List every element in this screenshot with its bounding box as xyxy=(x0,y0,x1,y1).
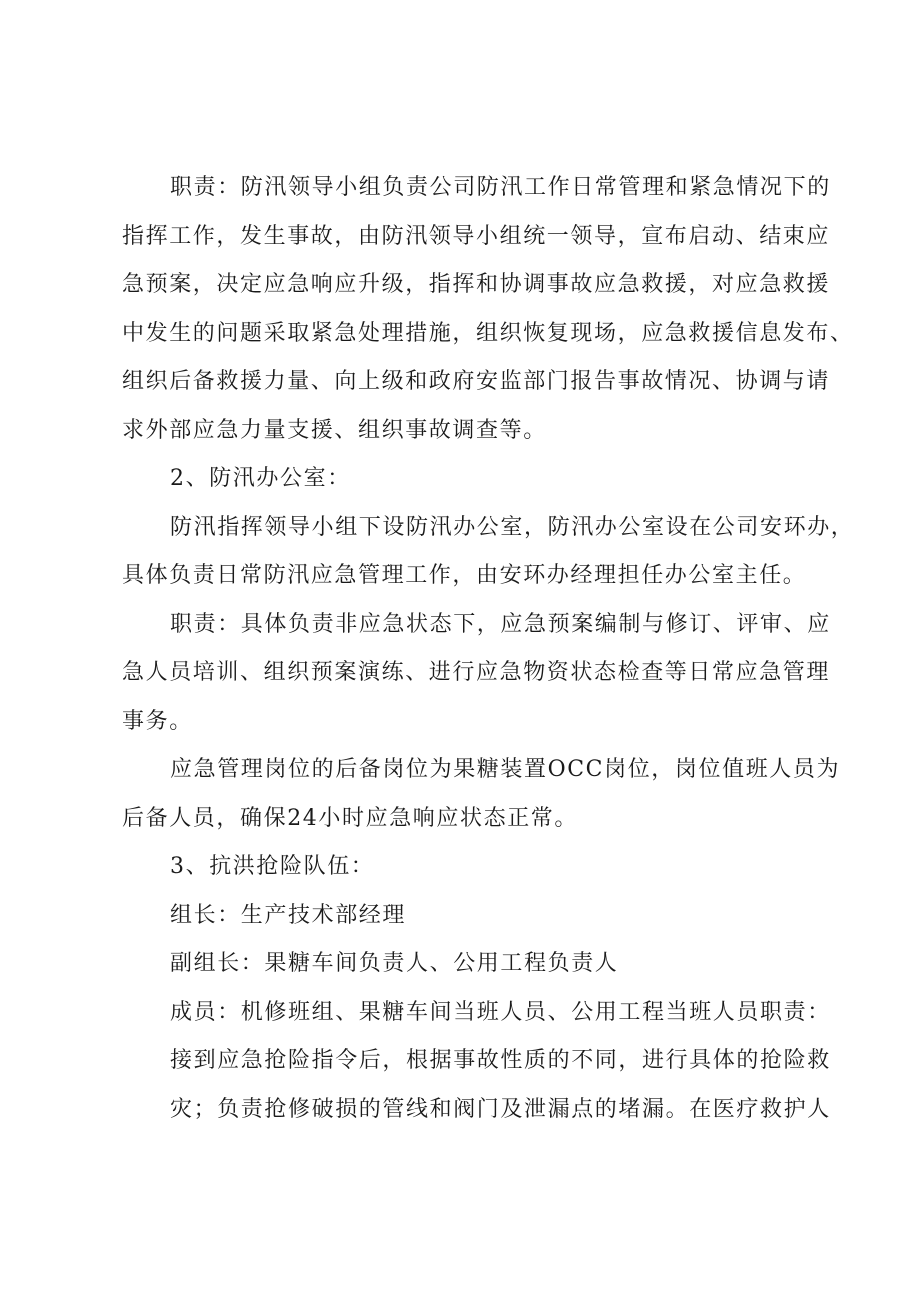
document-body xyxy=(122,164,855,1134)
section-heading: 3、抗洪抢险队伍： xyxy=(170,854,375,879)
text-line: 急预案，决定应急响应升级，指挥和协调事故应急救援，对应急救援 xyxy=(122,272,831,297)
text-line: 后备人员，确保24小时应急响应状态正常。 xyxy=(122,805,578,831)
text-line: 中发生的问题采取紧急处理措施，组织恢复现场，应急救援信息发布、 xyxy=(122,320,854,346)
text-line: 组织后备救援力量、向上级和政府安监部门报告事故情况、协调与请 xyxy=(122,369,831,394)
text-line: 副组长：果糖车间负责人、公用工程负责人 xyxy=(170,951,619,976)
text-line: 具体负责日常防汛应急管理工作，由安环办经理担任办公室主任。 xyxy=(122,563,807,588)
text-line: 接到应急抢险指令后，根据事故性质的不同，进行具体的抢险救 xyxy=(170,1048,831,1073)
text-line: 职责：防汛领导小组负责公司防汛工作日常管理和紧急情况下的 xyxy=(170,175,831,200)
section-heading: 2、防汛办公室： xyxy=(170,466,351,491)
text-line: 灾；负责抢修破损的管线和阀门及泄漏点的堵漏。在医疗救护人 xyxy=(170,1096,831,1122)
text-line: 指挥工作，发生事故，由防汛领导小组统一领导，宣布启动、结束应 xyxy=(122,223,831,249)
text-line: 成员：机修班组、果糖车间当班人员、公用工程当班人员职责： xyxy=(170,999,831,1025)
text-line: 急人员培训、组织预案演练、进行应急物资状态检查等日常应急管理 xyxy=(122,660,831,685)
text-line: 求外部应急力量支援、组织事故调查等。 xyxy=(122,417,547,443)
text-line: 事务。 xyxy=(122,708,193,734)
text-line: 应急管理岗位的后备岗位为果糖装置OCC岗位，岗位值班人员为 xyxy=(170,757,841,782)
text-line: 防汛指挥领导小组下设防汛办公室，防汛办公室设在公司安环办， xyxy=(170,514,855,540)
text-line: 组长：生产技术部经理 xyxy=(170,902,407,928)
text-line: 职责：具体负责非应急状态下，应急预案编制与修订、评审、应 xyxy=(170,611,831,637)
